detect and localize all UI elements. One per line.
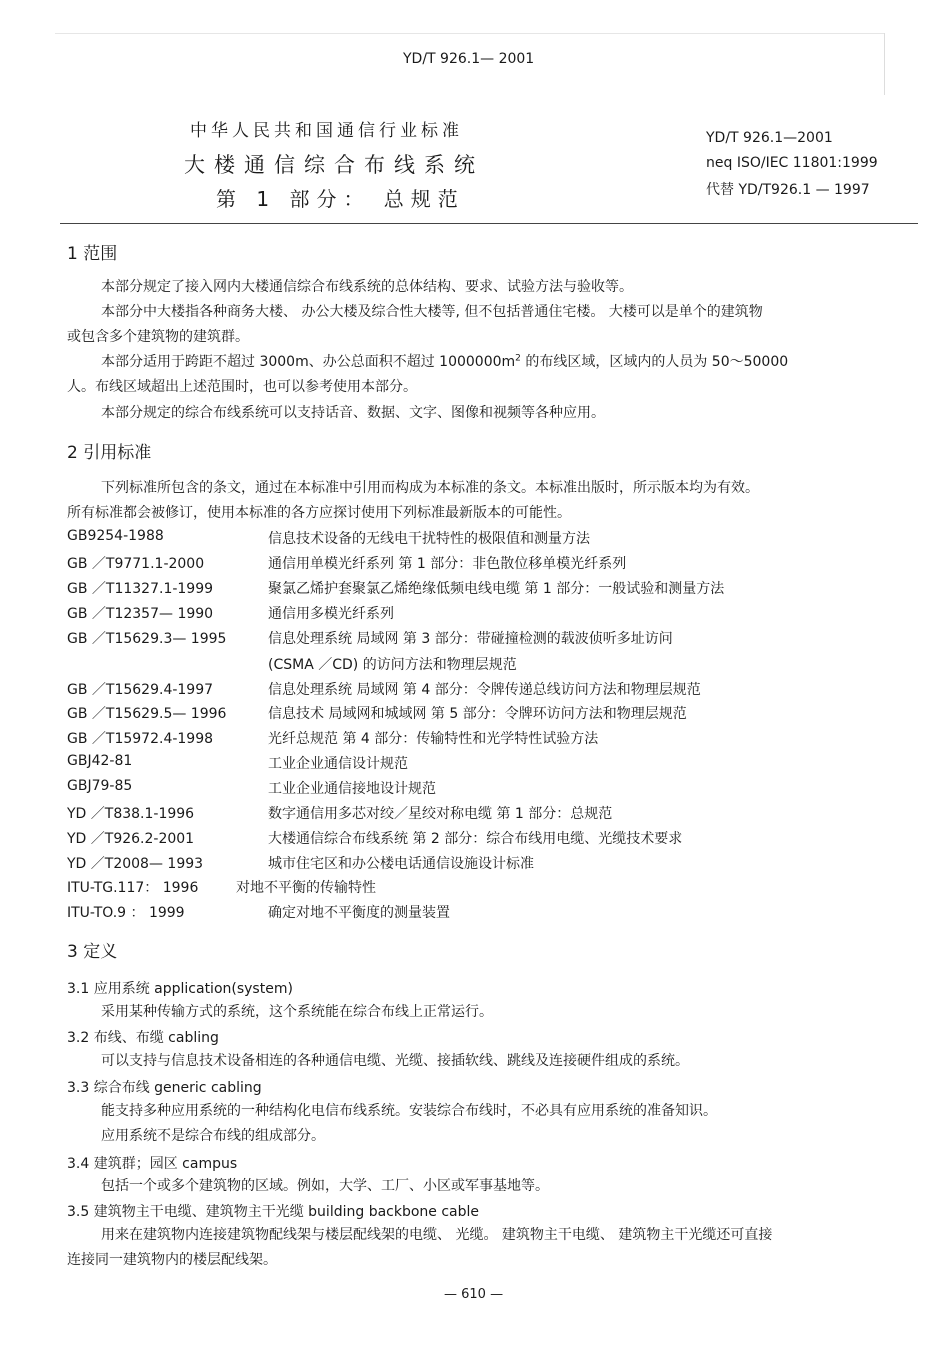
reference-code: ITU-TG.117： 1996 [67,880,199,896]
definition-3-5-text-cont: 连接同一建筑物内的楼层配线架。 [67,1252,277,1268]
section-1-para-2-cont: 或包含多个建筑物的建筑群。 [67,329,249,345]
definition-3-2-term: 3.2 布线、布缆 cabling [67,1030,219,1046]
reference-code: GB ／T12357— 1990 [67,606,214,622]
reference-code: GB ／T11327.1-1999 [67,581,214,597]
reference-title: 城市住宅区和办公楼电话通信设施设计标准 [268,856,534,872]
reference-code: YD ／T2008— 1993 [67,856,204,872]
section-1-para-4: 本部分规定的综合布线系统可以支持话音、数据、文字、图像和视频等各种应用。 [101,405,605,421]
reference-title: 确定对地不平衡度的测量装置 [268,905,450,921]
definition-3-3-text-2: 应用系统不是综合布线的组成部分。 [101,1128,325,1144]
reference-title: 信息技术 局域网和城域网 第 5 部分：令牌环访问方法和物理层规范 [268,706,687,722]
definition-3-3-text: 能支持多种应用系统的一种结构化电信布线系统。安装综合布线时，不必具有应用系统的准备知识。 [101,1103,717,1119]
reference-title: 工业企业通信设计规范 [268,756,408,772]
reference-code: GB ／T15972.4-1998 [67,731,214,747]
section-1-para-3 [101,351,788,371]
reference-code: GB ／T9771.1-2000 [67,556,205,572]
reference-title: 对地不平衡的传输特性 [236,880,376,896]
reference-code: GBJ42-81 [67,753,133,769]
reference-title: (CSMA ／CD) 的访问方法和物理层规范 [268,657,517,673]
definition-3-5-text: 用来在建筑物内连接建筑物配线架与楼层配线架的电缆、 光缆。 建筑物主干电缆、 建筑物主干光缆还可直接 [101,1227,773,1243]
section-2-para-1-cont: 所有标准都会被修订，使用本标准的各方应探讨使用下列标准最新版本的可能性。 [67,505,571,521]
definition-3-5-term: 3.5 建筑物主干电缆、建筑物主干光缆 building backbone cable [67,1204,480,1220]
header-divider [60,223,918,224]
section-2-para-1: 下列标准所包含的条文，通过在本标准中引用而构成为本标准的条文。本标准出版时，所示版本均为有效。 [101,480,759,496]
reference-title: 信息处理系统 局域网 第 4 部分：令牌传递总线访问方法和物理层规范 [268,682,701,698]
document-title: 大楼通信综合布线系统 [184,153,484,177]
definition-3-1-term: 3.1 应用系统 application(system) [67,981,293,997]
standard-replaces: 代替 YD/T926.1 — 1997 [706,182,870,198]
para-3-text: 本部分适用于跨距不超过 3000m、办公总面积不超过 1000000m [101,354,516,370]
reference-title: 大楼通信综合布线系统 第 2 部分：综合布线用电缆、光缆技术要求 [268,831,683,847]
definition-3-4-text: 包括一个或多个建筑物的区域。例如，大学、工厂、小区或军事基地等。 [101,1178,549,1194]
reference-code: GB ／T15629.5— 1996 [67,706,227,722]
section-1-heading: 1 范围 [67,244,118,264]
reference-title: 聚氯乙烯护套聚氯乙烯绝缘低频电线电缆 第 1 部分：一般试验和测量方法 [268,581,725,597]
standard-equivalence: neq ISO/IEC 11801:1999 [706,155,878,171]
section-1-para-3-cont: 人。布线区域超出上述范围时，也可以参考使用本部分。 [67,379,417,395]
running-header: YD/T 926.1— 2001 [403,51,535,67]
reference-code: ITU-TO.9 ： 1999 [67,905,185,921]
reference-code: GB ／T15629.3— 1995 [67,631,227,647]
top-right-border-line [884,33,885,95]
definition-3-3-term: 3.3 综合布线 generic cabling [67,1080,262,1096]
reference-title: 信息技术设备的无线电干扰特性的极限值和测量方法 [268,531,590,547]
reference-code: YD ／T926.2-2001 [67,831,195,847]
superscript: 2 [515,353,521,364]
reference-title: 通信用单模光纤系列 第 1 部分：非色散位移单模光纤系列 [268,556,627,572]
definition-3-4-term: 3.4 建筑群；园区 campus [67,1156,238,1172]
reference-title: 工业企业通信接地设计规范 [268,781,436,797]
section-1-para-2: 本部分中大楼指各种商务大楼、 办公大楼及综合性大楼等, 但不包括普通住宅楼。 大楼可以是单个的建筑物 [101,304,763,320]
reference-code: GB ／T15629.4-1997 [67,682,214,698]
org-title: 中华人民共和国通信行业标准 [190,121,463,141]
page-number: — 610 — [444,1287,504,1302]
reference-title: 信息处理系统 局域网 第 3 部分：带碰撞检测的载波侦听多址访问 [268,631,673,647]
reference-title: 通信用多模光纤系列 [268,606,394,622]
reference-code: GBJ79-85 [67,778,133,794]
top-border-line [55,33,885,34]
reference-title: 光纤总规范 第 4 部分：传输特性和光学特性试验方法 [268,731,599,747]
reference-title: 数字通信用多芯对绞／星绞对称电缆 第 1 部分：总规范 [268,806,613,822]
para-3-text-end: 的布线区域，区域内的人员为 50～50000 [520,354,789,370]
reference-code: GB9254-1988 [67,528,164,544]
standard-number: YD/T 926.1—2001 [706,130,833,146]
section-3-heading: 3 定义 [67,942,118,962]
document-subtitle: 第 1 部分： 总规范 [216,187,465,211]
definition-3-1-text: 采用某种传输方式的系统，这个系统能在综合布线上正常运行。 [101,1004,493,1020]
reference-code: YD ／T838.1-1996 [67,806,195,822]
section-2-heading: 2 引用标准 [67,443,152,463]
definition-3-2-text: 可以支持与信息技术设备相连的各种通信电缆、光缆、接插软线、跳线及连接硬件组成的系统。 [101,1053,689,1069]
section-1-para-1: 本部分规定了接入网内大楼通信综合布线系统的总体结构、要求、试验方法与验收等。 [101,279,633,295]
